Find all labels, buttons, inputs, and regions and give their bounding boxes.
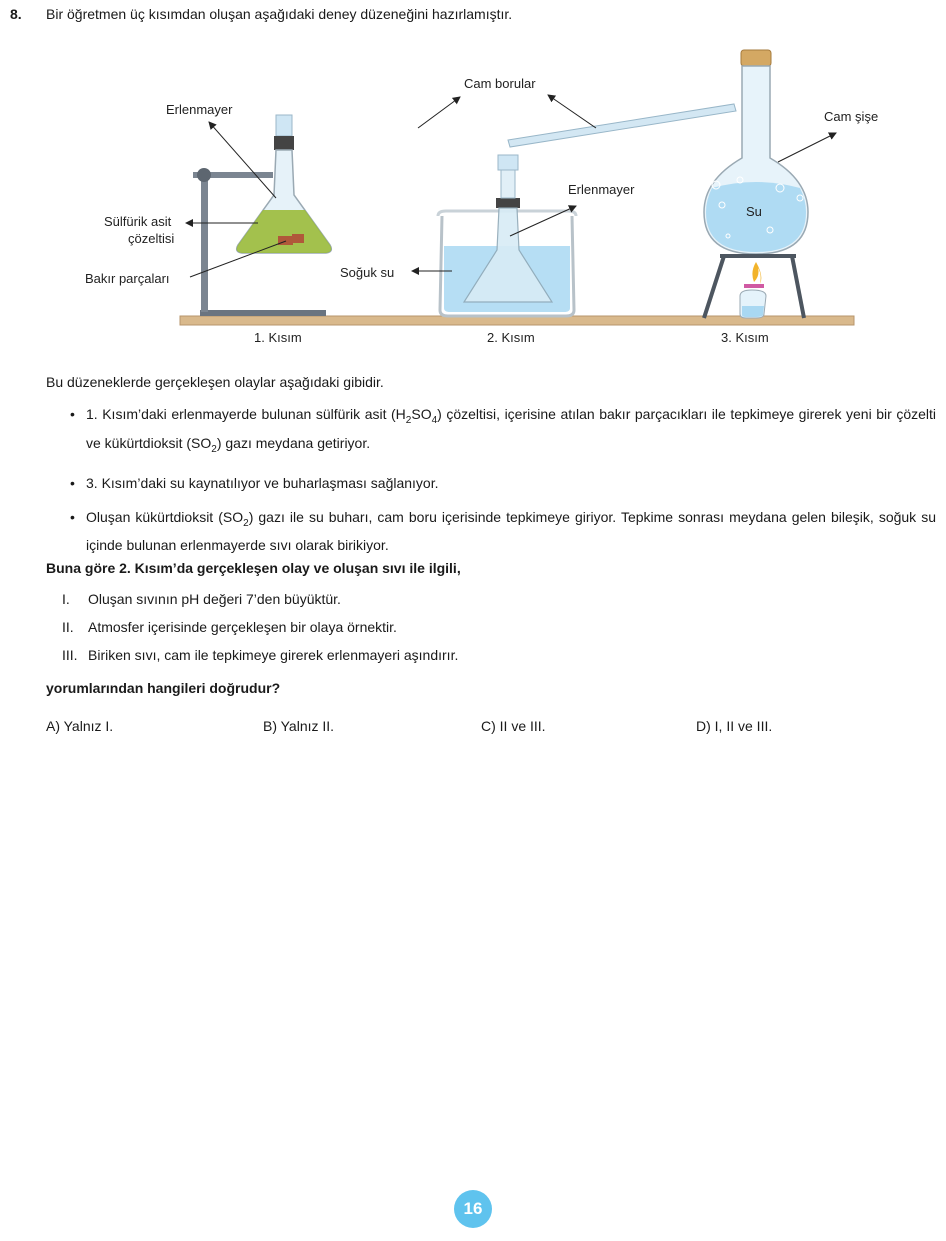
pointer-arrow xyxy=(548,95,596,128)
option-d[interactable]: D) I, II ve III. xyxy=(696,718,773,734)
label-sulfuric-acid-2: çözeltisi xyxy=(128,231,175,246)
option-a[interactable]: A) Yalnız I. xyxy=(46,718,114,734)
sulfuric-acid-solution xyxy=(237,210,332,253)
caption-part3: 3. Kısım xyxy=(721,330,769,345)
bullet-dot: • xyxy=(70,508,75,525)
caption-part2: 2. Kısım xyxy=(487,330,535,345)
burner-flame xyxy=(752,262,761,284)
statement-text: Atmosfer içerisinde gerçekleşen bir olaya örnektir. xyxy=(88,619,397,635)
part3-apparatus xyxy=(704,50,808,318)
statement-number: I. xyxy=(62,591,70,607)
glass-tube xyxy=(508,104,736,147)
statement-text: Biriken sıvı, cam ile tepkimeye girerek erlenmayeri aşındırır. xyxy=(88,647,459,663)
statement-number: II. xyxy=(62,619,74,635)
label-water: Su xyxy=(746,204,762,219)
copper-piece xyxy=(292,234,304,243)
statement-item xyxy=(62,647,458,675)
pointer-arrow xyxy=(778,133,836,162)
pointer-arrow xyxy=(418,97,460,128)
statement-item xyxy=(62,591,458,619)
label-erlenmayer-2: Erlenmayer xyxy=(568,182,635,197)
statement-text: Oluşan sıvının pH değeri 7’den büyüktür. xyxy=(88,591,341,607)
statement-list xyxy=(62,591,458,675)
bullet-dot: • xyxy=(70,474,75,491)
pointer-arrow xyxy=(209,122,276,198)
event-item: • 3. Kısım’daki su kaynatılıyor ve buharlaşması sağlanıyor. xyxy=(70,472,936,495)
event-item: • Oluşan kükürtdioksit $(SO_2)$ gazı ile su buharı, cam boru içerisinde tepkimeye giriyor. Tepkime sonrası meydana gelen bileşik, soğuk su içinde bulunan erlenmayerde sıvı olarak birikiyor. xyxy=(70,506,936,558)
question-tail: yorumlarından hangileri doğrudur? xyxy=(46,680,281,696)
event-list xyxy=(70,403,936,568)
lead-sentence: Bu düzeneklerde gerçekleşen olaylar aşağıdaki gibidir. xyxy=(46,374,384,390)
question-intro: Bir öğretmen üç kısımdan oluşan aşağıdaki deney düzeneğini hazırlamıştır. xyxy=(46,6,513,22)
label-erlenmayer-1: Erlenmayer xyxy=(166,102,233,117)
label-cold-water: Soğuk su xyxy=(340,265,395,280)
label-glass-tubes: Cam borular xyxy=(464,76,536,91)
statement-number: III. xyxy=(62,647,78,663)
part2-apparatus xyxy=(438,155,576,316)
part1-apparatus xyxy=(193,115,331,316)
event-item: • 1. Kısım’daki erlenmayerde bulunan sülfürik asit $(H_2SO_4)$ çözeltisi, içerisine atılan bakır parçacıkları ile tepkimeye girerek yeni bir çözelti ve kükürtdioksit $(SO_2)$ gazı meydana getiriyor. xyxy=(70,403,936,461)
bullet-dot: • xyxy=(70,406,75,422)
label-glass-bottle: Cam şişe xyxy=(824,109,879,124)
page-number: 16 xyxy=(454,1190,492,1228)
question-stem: Buna göre 2. Kısım’da gerçekleşen olay ve oluşan sıvı ile ilgili, xyxy=(46,560,461,576)
label-copper-pieces: Bakır parçaları xyxy=(85,271,170,286)
caption-part1: 1. Kısım xyxy=(254,330,302,345)
statement-item xyxy=(62,619,458,647)
question-number: 8. xyxy=(10,6,22,22)
label-sulfuric-acid-1: Sülfürik asit xyxy=(104,214,172,229)
experiment-figure xyxy=(0,40,946,350)
option-b[interactable]: B) Yalnız II. xyxy=(263,718,335,734)
option-c[interactable]: C) II ve III. xyxy=(481,718,546,734)
